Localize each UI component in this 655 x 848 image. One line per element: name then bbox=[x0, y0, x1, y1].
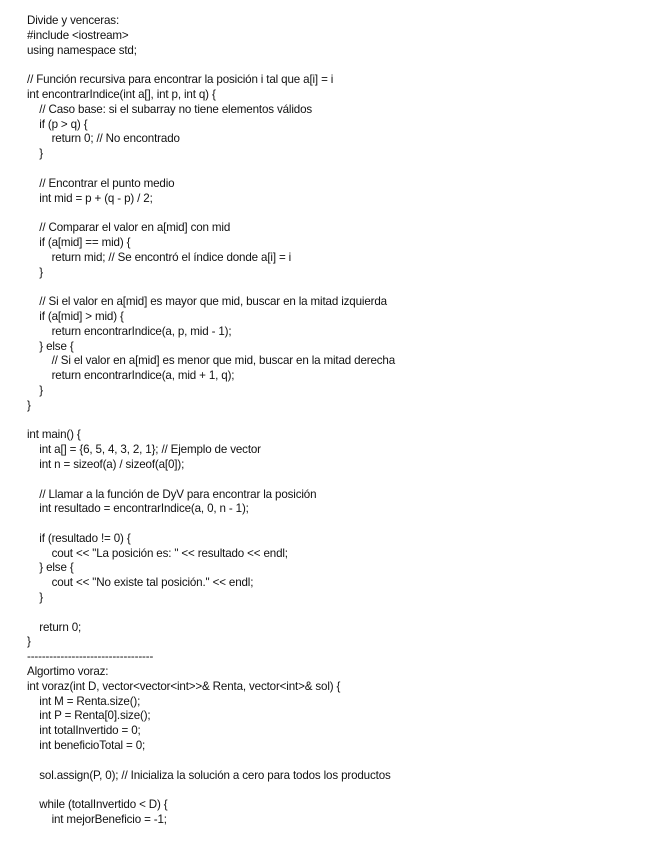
code-line: return 0; // No encontrado bbox=[27, 132, 180, 146]
code-line: return encontrarIndice(a, mid + 1, q); bbox=[27, 369, 235, 383]
code-line: } bbox=[27, 398, 31, 412]
code-line: } else { bbox=[27, 339, 74, 353]
code-line: } else { bbox=[27, 561, 74, 575]
code-line: cout << "No existe tal posición." << endl; bbox=[27, 576, 254, 590]
code-line: return 0; bbox=[27, 620, 82, 634]
blank-line bbox=[27, 280, 647, 295]
code-line: // Función recursiva para encontrar la posición i tal que a[i] = i bbox=[27, 73, 334, 87]
code-line: int resultado = encontrarIndice(a, 0, n - 1); bbox=[27, 502, 249, 516]
code-line: int beneficioTotal = 0; bbox=[27, 739, 146, 753]
code-line: int totalInvertido = 0; bbox=[27, 724, 141, 738]
blank-line bbox=[27, 783, 647, 798]
code-line: if (a[mid] == mid) { bbox=[27, 235, 131, 249]
code-line: Divide y venceras: bbox=[27, 14, 120, 27]
code-line: int P = Renta[0].size(); bbox=[27, 709, 151, 723]
code-line: // Comparar el valor en a[mid] con mid bbox=[27, 221, 231, 235]
code-line: if (p > q) { bbox=[27, 117, 88, 131]
blank-line bbox=[27, 58, 647, 73]
code-line: // Si el valor en a[mid] es mayor que mid, buscar en la mitad izquierda bbox=[27, 295, 387, 309]
code-line: int M = Renta.size(); bbox=[27, 694, 141, 708]
code-line: // Encontrar el punto medio bbox=[27, 176, 175, 190]
blank-line bbox=[27, 206, 647, 221]
code-line: int a[] = {6, 5, 4, 3, 2, 1}; // Ejemplo de vector bbox=[27, 443, 261, 457]
code-line: if (a[mid] > mid) { bbox=[27, 309, 124, 323]
code-line: // Si el valor en a[mid] es menor que mid, buscar en la mitad derecha bbox=[27, 354, 396, 368]
code-line: cout << "La posición es: " << resultado << endl; bbox=[27, 546, 288, 560]
blank-line bbox=[27, 414, 647, 429]
code-line: int n = sizeof(a) / sizeof(a[0]); bbox=[27, 457, 185, 471]
code-line: // Caso base: si el subarray no tiene elementos válidos bbox=[27, 102, 313, 116]
document-body bbox=[27, 14, 647, 828]
code-line: } bbox=[27, 147, 44, 161]
code-line: return mid; // Se encontró el índice donde a[i] = i bbox=[27, 250, 292, 264]
code-line: } bbox=[27, 383, 44, 397]
code-line: #include <iostream> bbox=[27, 28, 129, 42]
code-line: while (totalInvertido < D) { bbox=[27, 798, 168, 812]
code-line: int mid = p + (q - p) / 2; bbox=[27, 191, 153, 205]
code-line: int mejorBeneficio = -1; bbox=[27, 813, 167, 827]
code-line: Algortimo voraz: bbox=[27, 665, 109, 679]
code-line: ---------------------------------- bbox=[27, 650, 154, 664]
code-line: } bbox=[27, 635, 31, 649]
blank-line bbox=[27, 162, 647, 177]
blank-line bbox=[27, 473, 647, 488]
code-line: using namespace std; bbox=[27, 43, 137, 57]
code-line: int voraz(int D, vector<vector<int>>& Renta, vector<int>& sol) { bbox=[27, 679, 341, 693]
code-line: } bbox=[27, 591, 44, 605]
code-line: sol.assign(P, 0); // Inicializa la solución a cero para todos los productos bbox=[27, 768, 391, 782]
blank-line bbox=[27, 517, 647, 532]
code-line: return encontrarIndice(a, p, mid - 1); bbox=[27, 324, 232, 338]
blank-line bbox=[27, 754, 647, 769]
code-line: int main() { bbox=[27, 428, 81, 442]
code-line: } bbox=[27, 265, 44, 279]
code-line: // Llamar a la función de DyV para encontrar la posición bbox=[27, 487, 317, 501]
blank-line bbox=[27, 606, 647, 621]
code-line: int encontrarIndice(int a[], int p, int q) { bbox=[27, 87, 216, 101]
code-line: if (resultado != 0) { bbox=[27, 531, 131, 545]
